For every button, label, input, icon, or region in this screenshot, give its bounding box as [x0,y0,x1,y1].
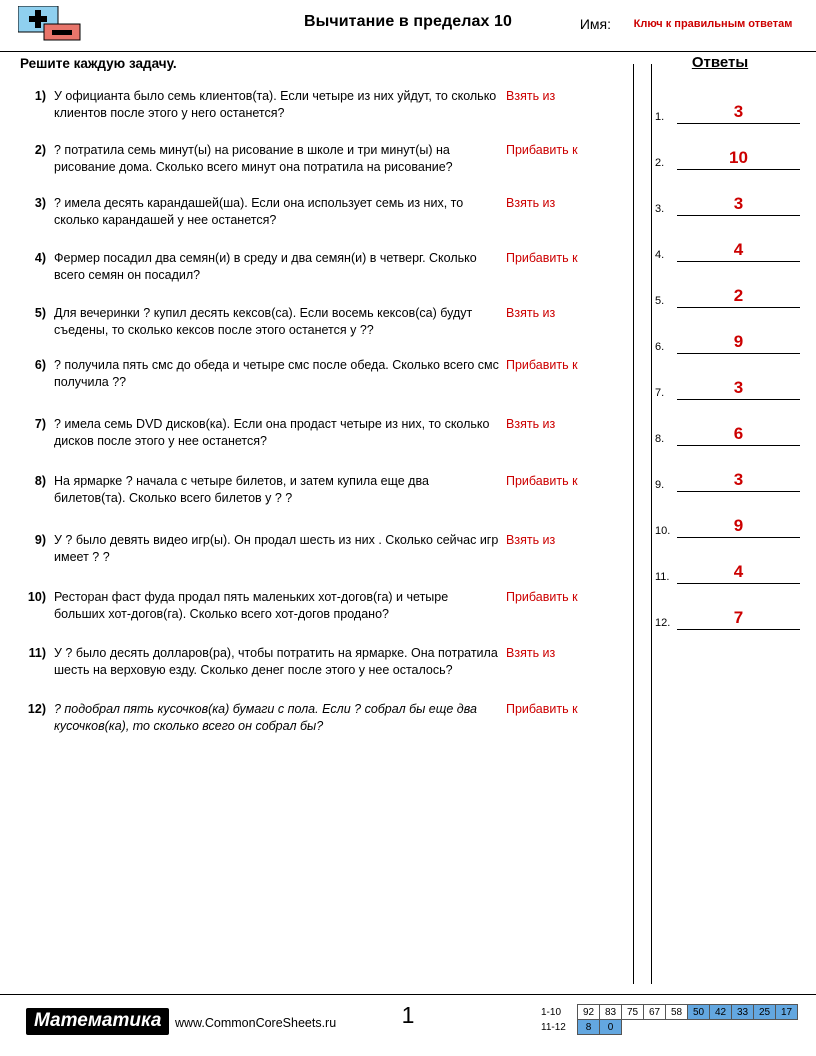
problem-text: У ? было десять долларов(ра), чтобы потратить на ярмарке. Она потратила шесть на верховую езду. Сколько денег после этого у нее осталось? [54,646,498,677]
divider-line-right [651,64,652,984]
answer-value: 7 [733,608,744,627]
problem-text: Фермер посадил два семян(и) в среду и два семян(и) в четверг. Сколько всего семян он посадил? [54,251,477,282]
answer-number: 5. [655,295,665,307]
answer-list [655,78,800,630]
problem-item [0,357,633,391]
problem-operation: Прибавить к [506,143,578,157]
page-title: Вычитание в пределах 10 [303,13,513,30]
problem-number: 11) [28,646,46,660]
problem-operation: Прибавить к [506,474,578,488]
problem-number: 7) [34,417,46,431]
scale-cell: 58 [666,1005,688,1020]
problem-number: 8) [34,474,46,488]
scale-cell: 8 [578,1020,600,1035]
header [0,0,816,52]
grading-scale-table [540,1004,798,1035]
problem-operation: Взять из [506,306,556,320]
answer-row [655,170,800,216]
problem-item [0,88,633,122]
footer [0,994,816,1056]
problem-number: 10) [27,590,46,604]
answer-row [655,262,800,308]
answer-row [655,538,800,584]
answer-row [655,78,800,124]
answers-heading: Ответы [691,54,749,71]
problem-text: Ресторан фаст фуда продал пять маленьких хот-догов(га) и четыре больших хот-догов(га). Сколько всего хот-догов продано? [54,590,449,621]
grading-scale [540,1004,798,1035]
answer-value: 2 [733,286,744,305]
answer-row [655,354,800,400]
problem-item [0,250,633,284]
problem-text: ? имела десять карандашей(ша). Если она использует семь из них, то сколько карандашей у нее останется? [54,196,464,227]
answer-number: 11. [655,571,670,583]
problem-item [0,473,633,507]
scale-range-label: 1-10 [541,1006,562,1018]
scale-cell: 67 [644,1005,666,1020]
answer-row [655,216,800,262]
problem-operation: Прибавить к [506,358,578,372]
table-row [540,1020,798,1035]
problem-number: 5) [34,306,46,320]
problem-text: ? имела семь DVD дисков(ка). Если она продаст четыре из них, то сколько дисков после этого у нее останется? [54,417,490,448]
scale-cell: 42 [710,1005,732,1020]
problem-number: 4) [34,251,46,265]
problem-text: ? получила пять смс до обеда и четыре смс после обеда. Сколько всего смс получила ?? [54,358,499,389]
problem-item [0,589,633,623]
problem-item [0,195,633,229]
problem-number: 2) [34,143,46,157]
problem-text: На ярмарке ? начала с четыре билетов, и затем купила еще два билетов(та). Сколько всего билетов у ? ? [54,474,429,505]
answer-number: 8. [655,433,665,445]
problem-list [0,88,633,735]
problem-item [0,645,633,679]
problem-operation: Взять из [506,646,556,660]
problem-operation: Прибавить к [506,251,578,265]
answer-value: 3 [733,102,744,121]
brand-badge: Математика [26,1008,169,1035]
answer-number: 4. [655,249,665,261]
scale-cell: 0 [600,1020,622,1035]
problem-operation: Взять из [506,533,556,547]
answer-row [655,400,800,446]
answer-row [655,308,800,354]
problem-number: 1) [34,89,46,103]
scale-range-label: 11-12 [541,1021,566,1033]
problem-number: 9) [34,533,46,547]
answer-row [655,492,800,538]
answer-number: 1. [655,111,665,123]
site-url: www.CommonCoreSheets.ru [175,1016,337,1030]
footer-divider [0,994,816,995]
problem-number: 3) [34,196,46,210]
scale-cell: 75 [622,1005,644,1020]
answer-value: 9 [733,516,744,535]
scale-cell: 17 [776,1005,798,1020]
answer-value: 9 [733,332,744,351]
scale-cell: 92 [578,1005,600,1020]
answer-number: 9. [655,479,665,491]
answer-value: 3 [733,378,744,397]
scale-cell: 50 [688,1005,710,1020]
problem-operation: Взять из [506,196,556,210]
answer-value: 3 [733,470,744,489]
answer-number: 12. [655,617,671,629]
instruction-text: Решите каждую задачу. [20,56,177,71]
answer-row [655,124,800,170]
problem-item [0,142,633,176]
problem-operation: Прибавить к [506,702,578,716]
answer-number: 6. [655,341,665,353]
scale-cell: 33 [732,1005,754,1020]
table-row [540,1005,798,1020]
problem-item [0,532,633,566]
problem-item [0,701,633,735]
scale-cell: 83 [600,1005,622,1020]
answer-row [655,446,800,492]
problem-text: У официанта было семь клиентов(та). Если четыре из них уйдут, то сколько клиентов после этого у него останется? [54,89,497,120]
problem-text: У ? было девять видео игр(ы). Он продал шесть из них . Сколько сейчас игр имеет ? ? [54,533,499,564]
answer-value: 4 [733,562,744,581]
problem-text: ? потратила семь минут(ы) на рисование в школе и три минут(ы) на рисование дома. Сколько всего минут она потратила на рисование? [54,143,453,174]
divider-line-left [633,64,634,984]
scale-cell: 25 [754,1005,776,1020]
answer-number: 3. [655,203,665,215]
answer-value: 3 [733,194,744,213]
answer-value: 6 [733,424,744,443]
answer-key-label: Ключ к правильным ответам [633,18,793,30]
problem-number: 12) [27,702,46,716]
problem-number: 6) [34,358,46,372]
name-label: Имя: [579,16,611,32]
problem-text: ? подобрал пять кусочков(ка) бумаги с пола. Если ? собрал бы еще два кусочков(ка), то сколько всего он собрал бы? [54,702,477,733]
problem-operation: Прибавить к [506,590,578,604]
problem-item [0,416,633,450]
answer-number: 10. [655,525,671,537]
answer-number: 7. [655,387,665,399]
answer-value: 4 [733,240,744,259]
answer-value: 10 [729,148,748,167]
problem-item [0,305,633,339]
problem-operation: Взять из [506,417,556,431]
problem-text: Для вечеринки ? купил десять кексов(са). Если восемь кексов(са) будут съедены, то сколько кексов после этого останется у ?? [54,306,473,337]
problem-operation: Взять из [506,89,556,103]
answer-row [655,584,800,630]
page-number: 1 [401,1002,415,1028]
answer-number: 2. [655,157,665,169]
